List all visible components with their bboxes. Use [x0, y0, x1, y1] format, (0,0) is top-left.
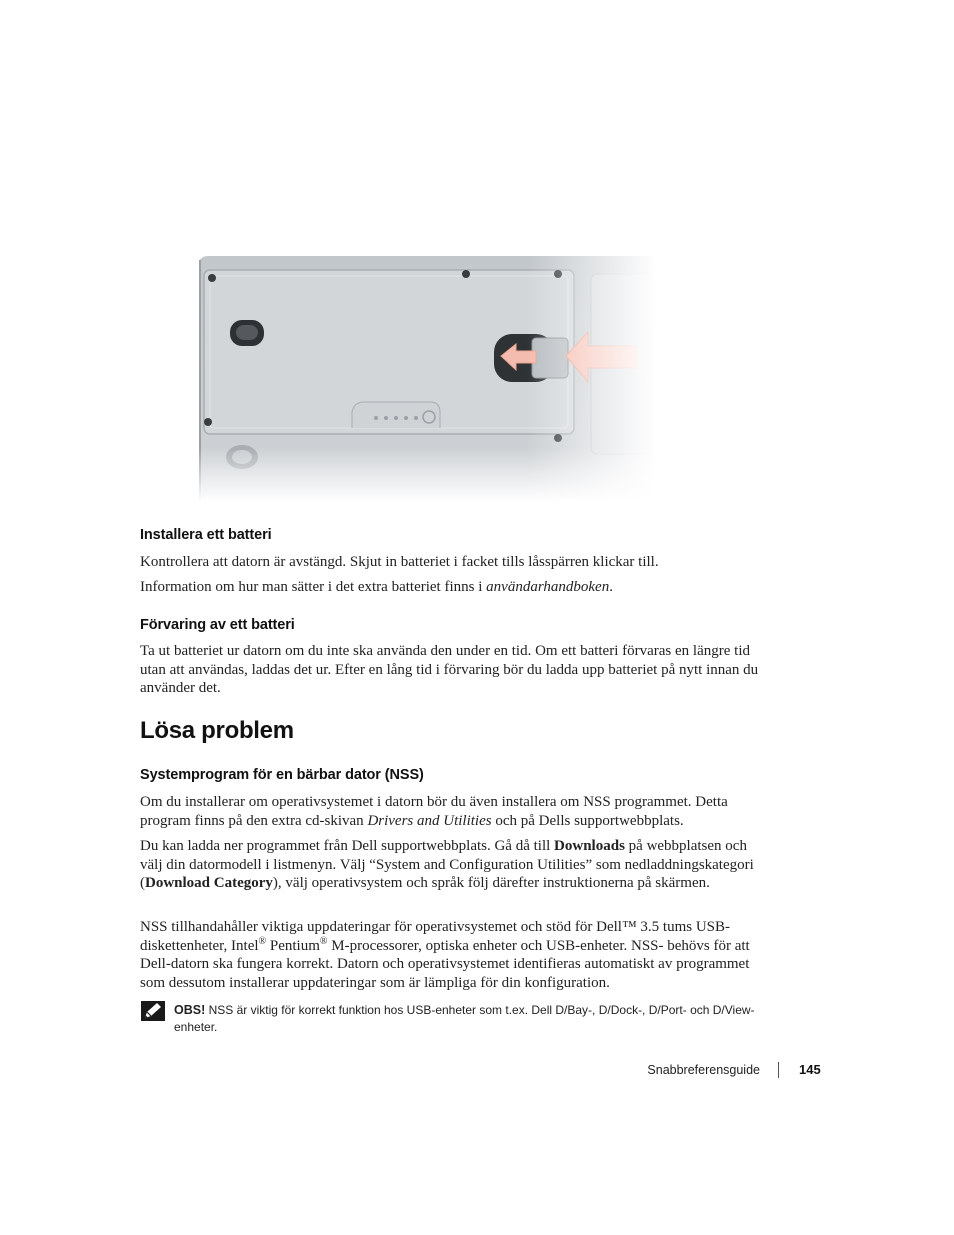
page-number: 145 [799, 1062, 821, 1077]
battery-bay-illustration [196, 252, 656, 502]
section-heading-storage-battery: Förvaring av ett batteri [140, 617, 295, 633]
nss-paragraph-2: Du kan ladda ner programmet från Dell supportwebbplats. Gå då till Downloads på webbplatsen och välj din datormodell i listmenyn. Välj “System and Configuration Utilities” som nedladdningskategori (Download Category), välj operativsystem och språk följ därefter instruktionerna på skärmen. [140, 838, 754, 892]
install-paragraph-2: Information om hur man sätter i det extra batteriet finns i användarhandboken. [140, 579, 613, 595]
nss-paragraph-1: Om du installerar om operativsystemet i datorn bör du även installera om NSS programmet. Detta program finns på den extra cd-skivan Drivers and Utilities och på Dells supportwebbplats. [140, 794, 728, 829]
nss-paragraph-3: NSS tillhandahåller viktiga uppdateringar för operativsystemet och stöd för Dell™ 3.5 tums USB-diskettenheter, Intel® Pentium® M-processorer, optiska enheter och USB-enheter. NSS- behövs för att Dell-datorn ska fungera korrekt. Datorn och operativsystemet identifieras automatiskt av programmet som dessutom installerar uppdateringar som är lämpliga för din konfiguration. [140, 919, 750, 991]
user-guide-emphasis: användarhandboken [486, 579, 610, 595]
storage-paragraph: Ta ut batteriet ur datorn om du inte ska använda den under en tid. Om ett batteri förvaras en längre tid utan att användas, laddas det ur. Efter en lång tid i förvaring bör du ladda upp batteriet på nytt innan du använder det. [140, 643, 759, 697]
section-heading-install-battery: Installera ett batteri [140, 527, 272, 543]
footer-divider [778, 1062, 779, 1078]
footer-guide-title: Snabbreferensguide [647, 1063, 760, 1077]
note-label: OBS! [174, 1003, 206, 1017]
note-pencil-icon [141, 1001, 165, 1021]
downloads-emphasis: Downloads [554, 838, 625, 854]
chapter-title: Lösa problem [140, 717, 294, 744]
note-text: OBS! NSS är viktig för korrekt funktion hos USB-enheter som t.ex. Dell D/Bay-, D/Dock-, D/Port- och D/View-enheter. [174, 1003, 755, 1034]
laptop-battery-bay-icon [196, 252, 656, 502]
drivers-utilities-emphasis: Drivers and Utilities [367, 812, 492, 829]
install-paragraph-1: Kontrollera att datorn är avstängd. Skjut in batteriet i facket tills låsspärren klickar till. [140, 554, 659, 570]
section-heading-nss: Systemprogram för en bärbar dator (NSS) [140, 767, 424, 783]
download-category-emphasis: Download Category [145, 875, 273, 892]
